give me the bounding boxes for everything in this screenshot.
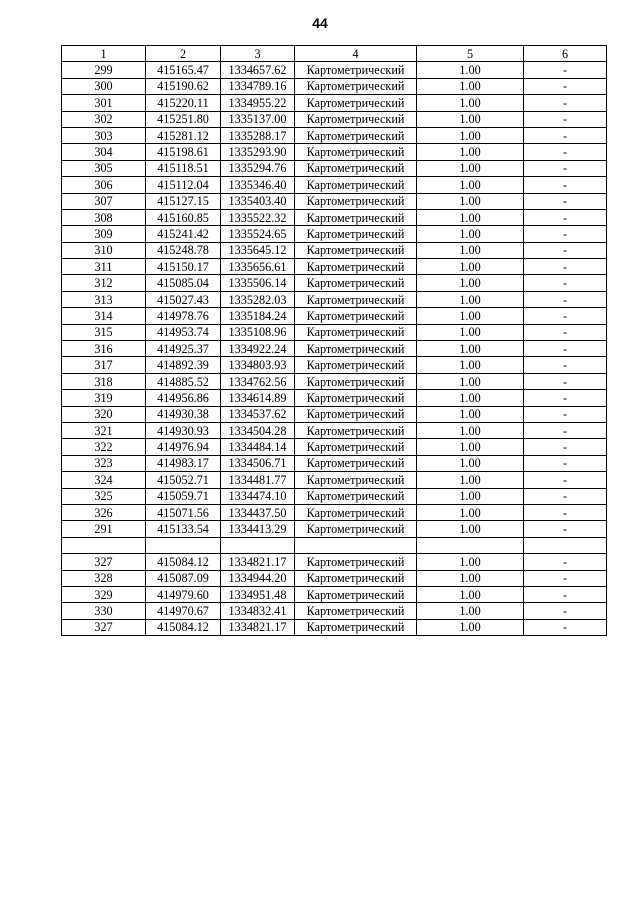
cell-y-coordinate: 1334762.56	[221, 373, 295, 389]
table-row	[62, 472, 607, 488]
cell-y-coordinate: 1334803.93	[221, 357, 295, 373]
cell-note: -	[524, 324, 607, 340]
cell-x-coordinate: 415059.71	[146, 488, 221, 504]
cell-method: Картометрический	[295, 78, 417, 94]
cell-point-number: 291	[62, 521, 146, 537]
cell-point-number: 308	[62, 209, 146, 225]
column-header-2: 2	[146, 46, 221, 62]
table-row	[62, 537, 607, 553]
cell-y-coordinate: 1335108.96	[221, 324, 295, 340]
cell-x-coordinate: 415087.09	[146, 570, 221, 586]
table-row	[62, 177, 607, 193]
table-row	[62, 504, 607, 520]
cell-note: -	[524, 177, 607, 193]
cell-x-coordinate: 414930.93	[146, 422, 221, 438]
cell-x-coordinate: 414930.38	[146, 406, 221, 422]
cell-note: -	[524, 127, 607, 143]
cell-accuracy: 1.00	[417, 226, 524, 242]
table-row	[62, 242, 607, 258]
table-row	[62, 619, 607, 635]
cell-accuracy: 1.00	[417, 472, 524, 488]
cell-note: -	[524, 275, 607, 291]
cell-y-coordinate: 1334789.16	[221, 78, 295, 94]
cell-y-coordinate: 1334413.29	[221, 521, 295, 537]
cell-method: Картометрический	[295, 160, 417, 176]
cell-point-number: 305	[62, 160, 146, 176]
cell-y-coordinate: 1335137.00	[221, 111, 295, 127]
cell-point-number: 323	[62, 455, 146, 471]
cell-y-coordinate: 1334537.62	[221, 406, 295, 422]
table-row	[62, 488, 607, 504]
cell-point-number	[62, 537, 146, 553]
cell-accuracy: 1.00	[417, 209, 524, 225]
cell-method: Картометрический	[295, 554, 417, 570]
cell-y-coordinate: 1335184.24	[221, 308, 295, 324]
cell-method: Картометрический	[295, 193, 417, 209]
column-header-3: 3	[221, 46, 295, 62]
cell-note: -	[524, 308, 607, 324]
table-row	[62, 226, 607, 242]
cell-x-coordinate: 414978.76	[146, 308, 221, 324]
cell-method: Картометрический	[295, 406, 417, 422]
cell-point-number: 316	[62, 341, 146, 357]
cell-note: -	[524, 209, 607, 225]
cell-note: -	[524, 504, 607, 520]
cell-x-coordinate: 414970.67	[146, 603, 221, 619]
cell-x-coordinate: 415127.15	[146, 193, 221, 209]
cell-x-coordinate: 415190.62	[146, 78, 221, 94]
cell-point-number: 319	[62, 390, 146, 406]
column-header-4: 4	[295, 46, 417, 62]
table-row	[62, 554, 607, 570]
cell-accuracy: 1.00	[417, 521, 524, 537]
cell-method: Картометрический	[295, 422, 417, 438]
cell-accuracy: 1.00	[417, 422, 524, 438]
cell-x-coordinate: 415118.51	[146, 160, 221, 176]
cell-point-number: 327	[62, 554, 146, 570]
table-row	[62, 144, 607, 160]
cell-x-coordinate: 415112.04	[146, 177, 221, 193]
cell-y-coordinate: 1335506.14	[221, 275, 295, 291]
cell-note: -	[524, 422, 607, 438]
cell-method: Картометрический	[295, 242, 417, 258]
cell-accuracy: 1.00	[417, 242, 524, 258]
cell-x-coordinate: 415220.11	[146, 95, 221, 111]
column-header-5: 5	[417, 46, 524, 62]
cell-x-coordinate: 414983.17	[146, 455, 221, 471]
cell-x-coordinate: 415160.85	[146, 209, 221, 225]
table-row	[62, 160, 607, 176]
cell-accuracy: 1.00	[417, 177, 524, 193]
cell-method: Картометрический	[295, 373, 417, 389]
cell-x-coordinate: 415084.12	[146, 554, 221, 570]
cell-method: Картометрический	[295, 62, 417, 78]
cell-x-coordinate: 414956.86	[146, 390, 221, 406]
table-row	[62, 521, 607, 537]
table-row	[62, 455, 607, 471]
cell-method: Картометрический	[295, 144, 417, 160]
cell-point-number: 299	[62, 62, 146, 78]
table-row	[62, 259, 607, 275]
cell-point-number: 330	[62, 603, 146, 619]
cell-method: Картометрический	[295, 586, 417, 602]
cell-note: -	[524, 603, 607, 619]
cell-y-coordinate: 1335656.61	[221, 259, 295, 275]
cell-y-coordinate: 1334951.48	[221, 586, 295, 602]
cell-x-coordinate: 414925.37	[146, 341, 221, 357]
cell-x-coordinate	[146, 537, 221, 553]
cell-method: Картометрический	[295, 439, 417, 455]
cell-method: Картометрический	[295, 390, 417, 406]
cell-method: Картометрический	[295, 111, 417, 127]
table-row	[62, 439, 607, 455]
column-header-1: 1	[62, 46, 146, 62]
cell-point-number: 303	[62, 127, 146, 143]
table-body	[62, 62, 607, 636]
cell-accuracy: 1.00	[417, 95, 524, 111]
cell-x-coordinate: 415071.56	[146, 504, 221, 520]
cell-point-number: 328	[62, 570, 146, 586]
cell-accuracy: 1.00	[417, 324, 524, 340]
cell-note: -	[524, 242, 607, 258]
cell-y-coordinate: 1334484.14	[221, 439, 295, 455]
cell-point-number: 314	[62, 308, 146, 324]
cell-note: -	[524, 357, 607, 373]
cell-x-coordinate: 414885.52	[146, 373, 221, 389]
cell-note: -	[524, 586, 607, 602]
table-row	[62, 422, 607, 438]
cell-accuracy: 1.00	[417, 308, 524, 324]
cell-y-coordinate: 1334922.24	[221, 341, 295, 357]
cell-y-coordinate: 1335524.65	[221, 226, 295, 242]
cell-y-coordinate: 1334474.10	[221, 488, 295, 504]
cell-accuracy: 1.00	[417, 78, 524, 94]
cell-point-number: 301	[62, 95, 146, 111]
cell-note: -	[524, 95, 607, 111]
cell-note: -	[524, 62, 607, 78]
cell-accuracy: 1.00	[417, 62, 524, 78]
cell-accuracy: 1.00	[417, 341, 524, 357]
cell-accuracy: 1.00	[417, 570, 524, 586]
cell-point-number: 317	[62, 357, 146, 373]
cell-method	[295, 537, 417, 553]
cell-x-coordinate: 415133.54	[146, 521, 221, 537]
cell-y-coordinate: 1334821.17	[221, 554, 295, 570]
cell-method: Картометрический	[295, 291, 417, 307]
table-row	[62, 111, 607, 127]
cell-x-coordinate: 415165.47	[146, 62, 221, 78]
cell-point-number: 318	[62, 373, 146, 389]
cell-x-coordinate: 415084.12	[146, 619, 221, 635]
cell-y-coordinate: 1334506.71	[221, 455, 295, 471]
cell-y-coordinate: 1334657.62	[221, 62, 295, 78]
cell-note: -	[524, 390, 607, 406]
cell-accuracy: 1.00	[417, 488, 524, 504]
cell-note: -	[524, 160, 607, 176]
table-row	[62, 406, 607, 422]
cell-y-coordinate: 1334614.89	[221, 390, 295, 406]
cell-y-coordinate: 1334944.20	[221, 570, 295, 586]
cell-y-coordinate: 1335403.40	[221, 193, 295, 209]
cell-accuracy: 1.00	[417, 193, 524, 209]
cell-x-coordinate: 415241.42	[146, 226, 221, 242]
cell-note: -	[524, 521, 607, 537]
cell-x-coordinate: 414976.94	[146, 439, 221, 455]
cell-method: Картометрический	[295, 177, 417, 193]
cell-x-coordinate: 415085.04	[146, 275, 221, 291]
cell-point-number: 327	[62, 619, 146, 635]
cell-point-number: 329	[62, 586, 146, 602]
cell-method: Картометрический	[295, 455, 417, 471]
cell-note: -	[524, 226, 607, 242]
cell-accuracy: 1.00	[417, 586, 524, 602]
cell-y-coordinate: 1334832.41	[221, 603, 295, 619]
cell-method: Картометрический	[295, 570, 417, 586]
table-row	[62, 603, 607, 619]
cell-y-coordinate: 1335282.03	[221, 291, 295, 307]
cell-method: Картометрический	[295, 472, 417, 488]
cell-accuracy: 1.00	[417, 291, 524, 307]
table-row	[62, 308, 607, 324]
table-row	[62, 586, 607, 602]
cell-point-number: 311	[62, 259, 146, 275]
cell-method: Картометрический	[295, 504, 417, 520]
table-row	[62, 324, 607, 340]
cell-method: Картометрический	[295, 324, 417, 340]
cell-method: Картометрический	[295, 341, 417, 357]
cell-x-coordinate: 415150.17	[146, 259, 221, 275]
table-row	[62, 570, 607, 586]
cell-accuracy: 1.00	[417, 111, 524, 127]
cell-x-coordinate: 415251.80	[146, 111, 221, 127]
cell-point-number: 307	[62, 193, 146, 209]
cell-x-coordinate: 415198.61	[146, 144, 221, 160]
cell-accuracy: 1.00	[417, 455, 524, 471]
cell-y-coordinate: 1334955.22	[221, 95, 295, 111]
cell-method: Картометрический	[295, 619, 417, 635]
cell-point-number: 306	[62, 177, 146, 193]
cell-point-number: 312	[62, 275, 146, 291]
cell-x-coordinate: 414953.74	[146, 324, 221, 340]
cell-x-coordinate: 414892.39	[146, 357, 221, 373]
cell-y-coordinate: 1335645.12	[221, 242, 295, 258]
cell-accuracy: 1.00	[417, 504, 524, 520]
cell-method: Картометрический	[295, 357, 417, 373]
table-row	[62, 62, 607, 78]
table-row	[62, 78, 607, 94]
cell-accuracy: 1.00	[417, 619, 524, 635]
cell-point-number: 302	[62, 111, 146, 127]
cell-point-number: 310	[62, 242, 146, 258]
cell-x-coordinate: 415281.12	[146, 127, 221, 143]
cell-point-number: 320	[62, 406, 146, 422]
cell-point-number: 321	[62, 422, 146, 438]
coordinates-table	[61, 45, 607, 636]
table-row	[62, 390, 607, 406]
cell-note: -	[524, 373, 607, 389]
cell-accuracy: 1.00	[417, 439, 524, 455]
cell-x-coordinate: 415248.78	[146, 242, 221, 258]
cell-point-number: 304	[62, 144, 146, 160]
cell-y-coordinate: 1334437.50	[221, 504, 295, 520]
cell-point-number: 315	[62, 324, 146, 340]
column-header-6: 6	[524, 46, 607, 62]
cell-accuracy: 1.00	[417, 603, 524, 619]
cell-accuracy: 1.00	[417, 357, 524, 373]
table-row	[62, 95, 607, 111]
cell-y-coordinate: 1334821.17	[221, 619, 295, 635]
cell-accuracy: 1.00	[417, 160, 524, 176]
cell-note: -	[524, 455, 607, 471]
cell-note: -	[524, 144, 607, 160]
cell-note: -	[524, 341, 607, 357]
table-row	[62, 291, 607, 307]
cell-note: -	[524, 78, 607, 94]
cell-accuracy: 1.00	[417, 373, 524, 389]
cell-y-coordinate	[221, 537, 295, 553]
cell-point-number: 326	[62, 504, 146, 520]
cell-accuracy: 1.00	[417, 390, 524, 406]
cell-accuracy: 1.00	[417, 144, 524, 160]
cell-y-coordinate: 1335288.17	[221, 127, 295, 143]
cell-point-number: 300	[62, 78, 146, 94]
cell-y-coordinate: 1335522.32	[221, 209, 295, 225]
table-row	[62, 275, 607, 291]
table-header	[62, 46, 607, 62]
cell-method: Картометрический	[295, 488, 417, 504]
cell-point-number: 325	[62, 488, 146, 504]
cell-note: -	[524, 406, 607, 422]
cell-note: -	[524, 570, 607, 586]
cell-note: -	[524, 259, 607, 275]
table-row	[62, 209, 607, 225]
cell-note	[524, 537, 607, 553]
cell-note: -	[524, 554, 607, 570]
cell-accuracy: 1.00	[417, 259, 524, 275]
cell-point-number: 309	[62, 226, 146, 242]
cell-accuracy: 1.00	[417, 406, 524, 422]
cell-method: Картометрический	[295, 259, 417, 275]
cell-y-coordinate: 1334481.77	[221, 472, 295, 488]
cell-point-number: 313	[62, 291, 146, 307]
table-row	[62, 341, 607, 357]
cell-accuracy: 1.00	[417, 275, 524, 291]
cell-y-coordinate: 1335294.76	[221, 160, 295, 176]
cell-method: Картометрический	[295, 308, 417, 324]
cell-note: -	[524, 111, 607, 127]
page-number: 44	[312, 15, 328, 31]
cell-accuracy	[417, 537, 524, 553]
cell-note: -	[524, 439, 607, 455]
cell-method: Картометрический	[295, 521, 417, 537]
cell-y-coordinate: 1334504.28	[221, 422, 295, 438]
cell-method: Картометрический	[295, 275, 417, 291]
table-row	[62, 127, 607, 143]
cell-method: Картометрический	[295, 95, 417, 111]
cell-x-coordinate: 414979.60	[146, 586, 221, 602]
cell-accuracy: 1.00	[417, 554, 524, 570]
cell-note: -	[524, 488, 607, 504]
table-row	[62, 193, 607, 209]
cell-note: -	[524, 619, 607, 635]
cell-accuracy: 1.00	[417, 127, 524, 143]
cell-y-coordinate: 1335293.90	[221, 144, 295, 160]
cell-method: Картометрический	[295, 226, 417, 242]
cell-method: Картометрический	[295, 209, 417, 225]
header-row	[62, 46, 607, 62]
table-row	[62, 357, 607, 373]
cell-y-coordinate: 1335346.40	[221, 177, 295, 193]
cell-note: -	[524, 291, 607, 307]
cell-x-coordinate: 415052.71	[146, 472, 221, 488]
table-row	[62, 373, 607, 389]
cell-point-number: 324	[62, 472, 146, 488]
cell-point-number: 322	[62, 439, 146, 455]
cell-note: -	[524, 472, 607, 488]
cell-x-coordinate: 415027.43	[146, 291, 221, 307]
cell-note: -	[524, 193, 607, 209]
cell-method: Картометрический	[295, 603, 417, 619]
cell-method: Картометрический	[295, 127, 417, 143]
